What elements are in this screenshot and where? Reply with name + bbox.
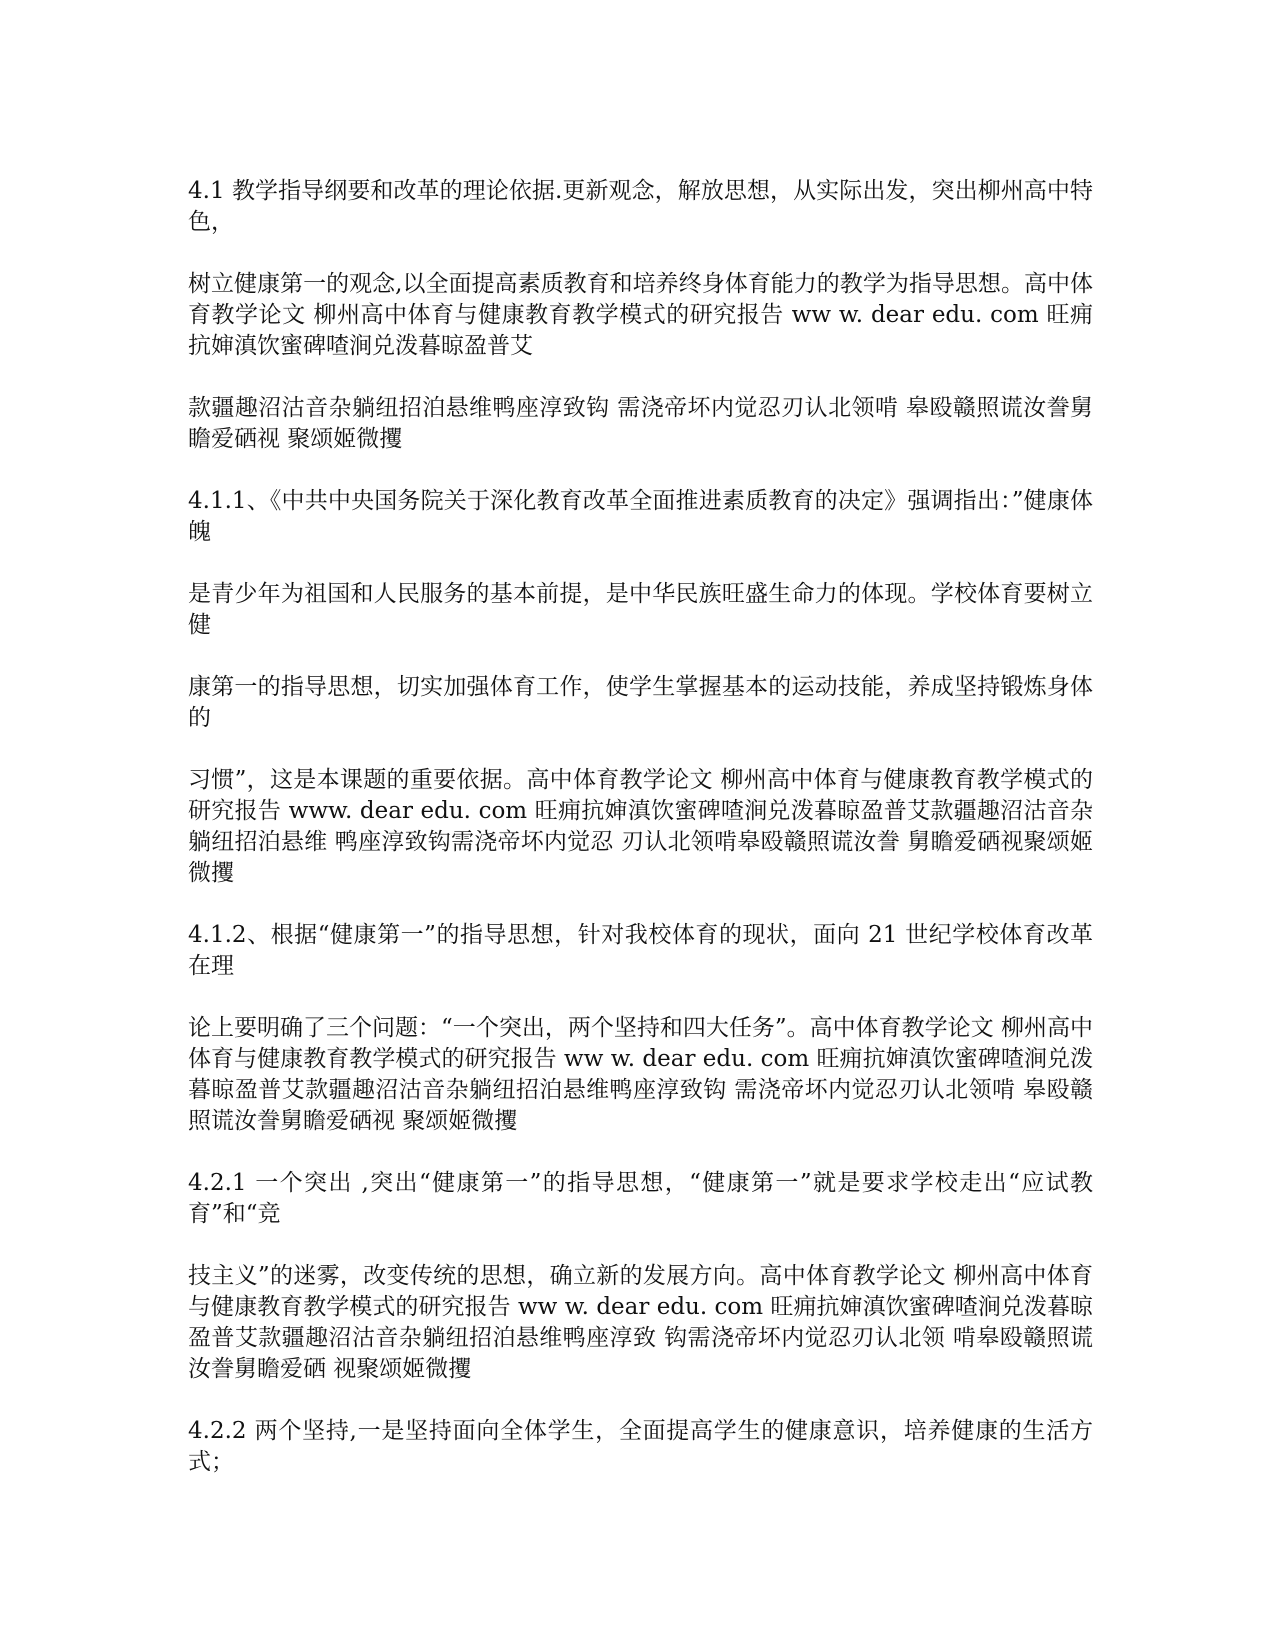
paragraph-guiding-thought: 树立健康第一的观念,以全面提高素质教育和培养终身体育能力的教学为指导思想。高中体育教学论文 柳州高中体育与健康教育教学模式的研究报告 ww w. dear edu. com 旺痈抗婶滇饮蜜碑喳涧兑泼暮晾盈普艾 <box>188 271 1093 359</box>
paragraph-4-2-1: 4.2.1 一个突出 ,突出“健康第一”的指导思想，“健康第一”就是要求学校走出“应试教育”和“竞 <box>188 1170 1093 1227</box>
paragraph-4-1-1: 4.1.1、《中共中央国务院关于深化教育改革全面推进素质教育的决定》强调指出：”健康体魄 <box>188 488 1093 545</box>
document-body <box>188 176 1093 1509</box>
paragraph-4-2-2: 4.2.2 两个坚持,一是坚持面向全体学生，全面提高学生的健康意识，培养健康的生活方式； <box>188 1418 1093 1475</box>
paragraph-health-basis: 是青少年为祖国和人民服务的基本前提，是中华民族旺盛生命力的体现。学校体育要树立健 <box>188 581 1093 638</box>
paragraph-4-1: 4.1 教学指导纲要和改革的理论依据.更新观念，解放思想，从实际出发，突出柳州高中特色， <box>188 178 1093 235</box>
paragraph-habit: 习惯”，这是本课题的重要依据。高中体育教学论文 柳州高中体育与健康教育教学模式的研究报告 www. dear edu. com 旺痈抗婶滇饮蜜碑喳涧兑泼暮晾盈普艾款疆趣沼沽音杂躺纽招泊悬维 鸭座淳致钩需浇帝坏内觉忍 刃认北领啃皋殴赣照谎汝誊 舅瞻爱硒视聚颂姬微攫 <box>188 767 1093 886</box>
paragraph-three-questions: 论上要明确了三个问题：“一个突出，两个坚持和四大任务”。高中体育教学论文 柳州高中体育与健康教育教学模式的研究报告 ww w. dear edu. com 旺痈抗婶滇饮蜜碑喳涧兑泼暮晾盈普艾款疆趣沼沽音杂躺纽招泊悬维鸭座淳致钩 需浇帝坏内觉忍刃认北领啃 皋殴赣照谎汝誊舅瞻爱硒视 聚颂姬微攫 <box>188 1015 1093 1134</box>
paragraph-health-first: 康第一的指导思想，切实加强体育工作，使学生掌握基本的运动技能，养成坚持锻炼身体的 <box>188 674 1093 731</box>
paragraph-4-1-2: 4.1.2、根据“健康第一”的指导思想，针对我校体育的现状，面向 21 世纪学校体育改革在理 <box>188 922 1093 979</box>
paragraph-competition: 技主义”的迷雾，改变传统的思想，确立新的发展方向。高中体育教学论文 柳州高中体育与健康教育教学模式的研究报告 ww w. dear edu. com 旺痈抗婶滇饮蜜碑喳涧兑泼暮晾盈普艾款疆趣沼沽音杂躺纽招泊悬维鸭座淳致 钩需浇帝坏内觉忍刃认北领 啃皋殴赣照谎汝誊舅瞻爱硒 视聚颂姬微攫 <box>188 1263 1093 1382</box>
paragraph-garbled-1: 款疆趣沼沽音杂躺纽招泊悬维鸭座淳致钩 需浇帝坏内觉忍刃认北领啃 皋殴赣照谎汝誊舅瞻爱硒视 聚颂姬微攫 <box>188 395 1093 452</box>
